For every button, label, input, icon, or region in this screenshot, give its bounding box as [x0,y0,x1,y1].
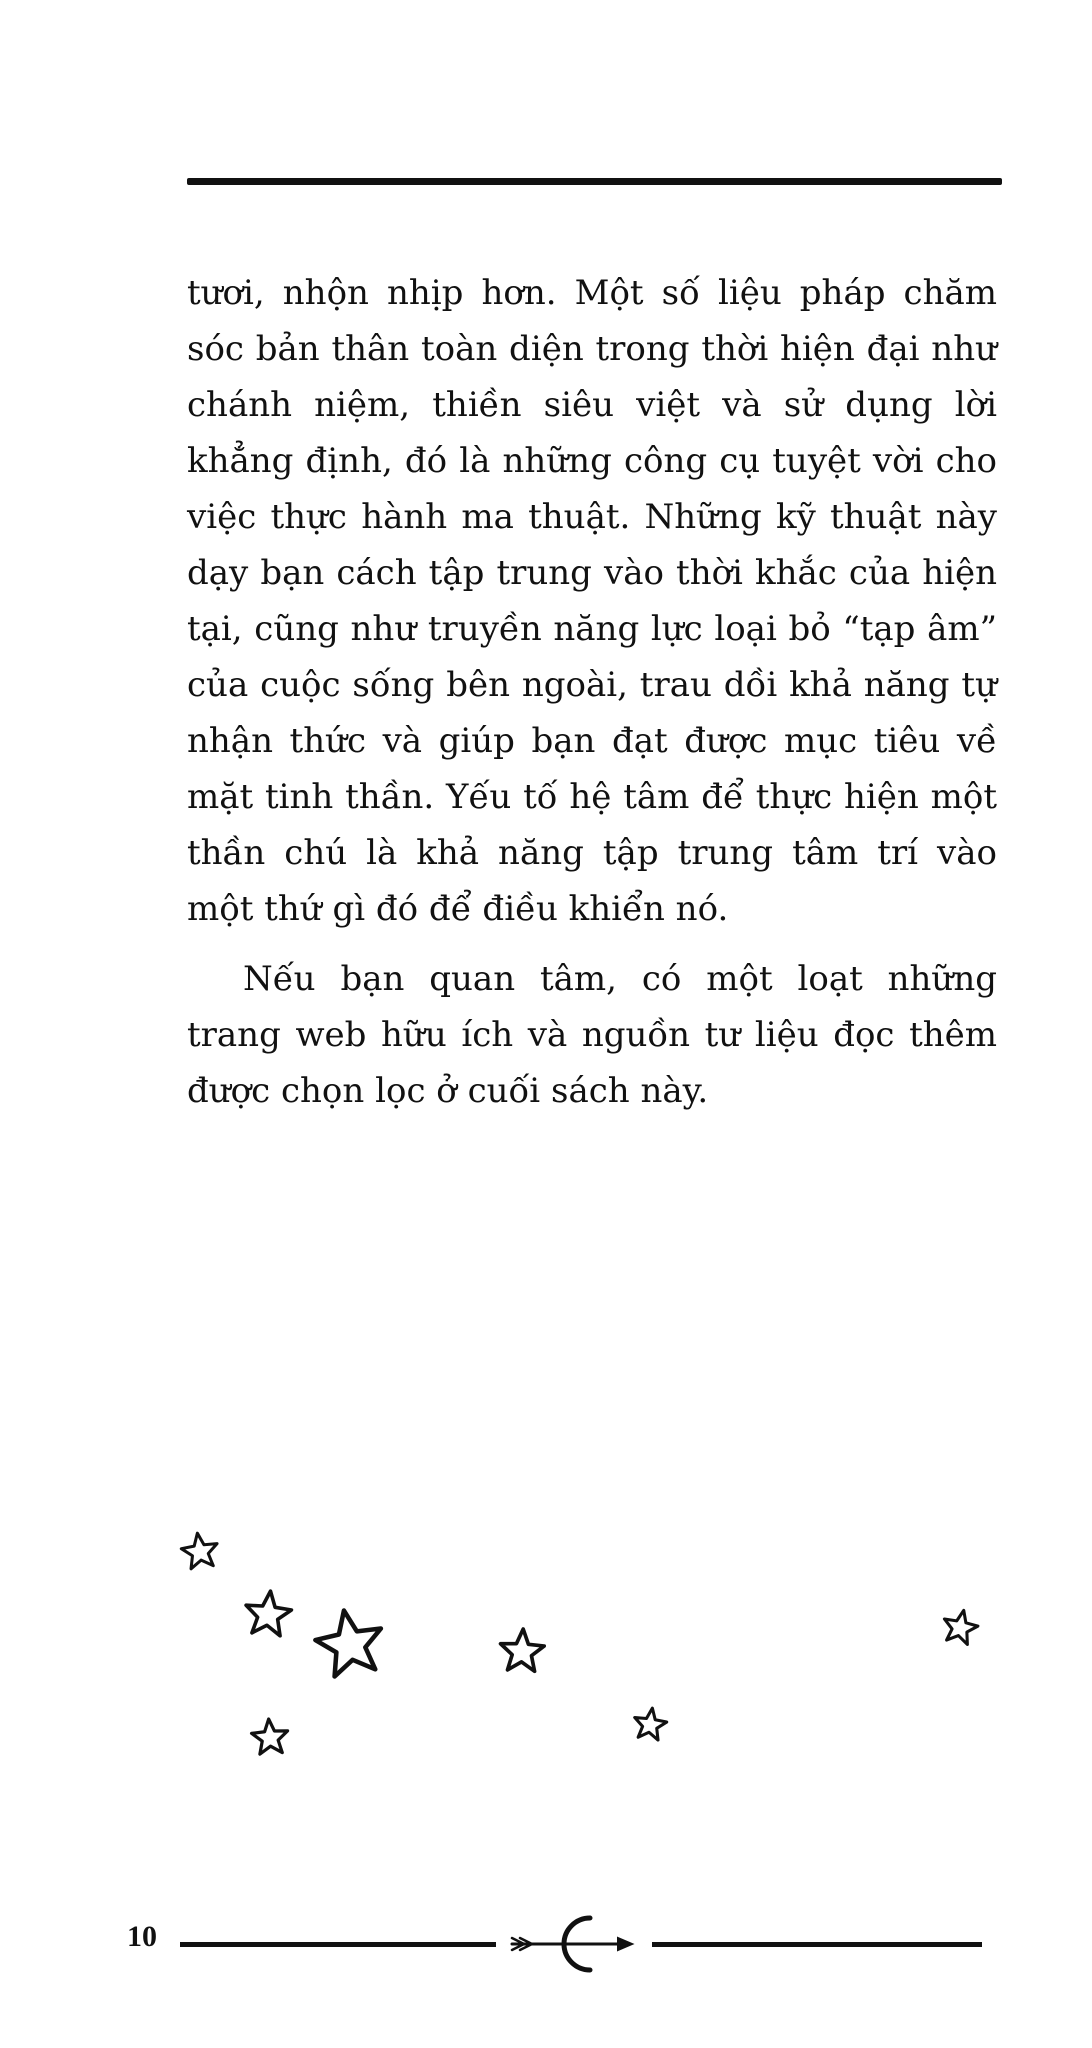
star-icon [251,1718,289,1755]
star-icon [243,1589,293,1637]
star-icon [311,1605,387,1679]
page-number: 10 [127,1920,157,1953]
body-text [187,265,997,1119]
star-icon [499,1628,545,1672]
footer-rule [0,1910,1092,1980]
footer-line-left [180,1942,496,1947]
stars-decoration [0,1500,1092,1800]
paragraph-1: tươi, nhộn nhịp hơn. Một số liệu pháp chăm sóc bản thân toàn diện trong thời hiện đại như chánh niệm, thiền siêu việt và sử dụng lời khẳng định, đó là những công cụ tuyệt vời cho việc thực hành ma thuật. Những kỹ thuật này dạy bạn cách tập trung vào thời khắc của hiện tại, cũng như truyền năng lực loại bỏ “tạp âm” của cuộc sống bên ngoài, trau dồi khả năng tự nhận thức và giúp bạn đạt được mục tiêu về mặt tinh thần. Yếu tố hệ tâm để thực hiện một thần chú là khả năng tập trung tâm trí vào một thứ gì đó để điều khiển nó. [187,273,997,929]
paragraph-2: Nếu bạn quan tâm, có một loạt những trang web hữu ích và nguồn tư liệu đọc thêm được chọn lọc ở cuối sách này. [187,959,997,1111]
star-icon [632,1706,668,1741]
star-icon [179,1531,220,1570]
top-rule [187,178,1002,185]
footer-line-right [652,1942,982,1947]
crescent-arrow-icon [512,1918,632,1970]
star-icon [940,1607,980,1646]
